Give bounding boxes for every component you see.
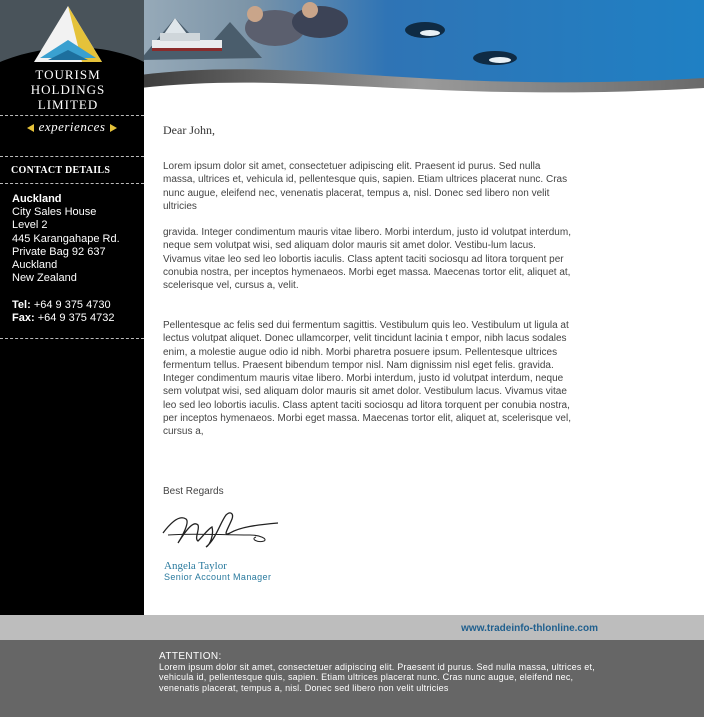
- website-link[interactable]: www.tradeinfo-thlonline.com: [461, 623, 598, 634]
- footer: [0, 640, 704, 717]
- address-block: [12, 193, 120, 285]
- divider: [0, 115, 144, 116]
- address-line: City Sales House: [12, 206, 97, 219]
- paragraph-2: gravida. Integer condimentum mauris vitae libero. Morbi interdum, justo id volutpat interdum, neque sem volutpat wisi, sed aliquam dolor mauris sit amet dolor. Vestibu-lum lacus. Vivamus vitae leo sed leo lobortis iaculis. Class aptent taciti sociosqu ad litora torquent per conubia nostra, per inceptos hymenaeos. Morbi eget massa. Maecenas tortor elit, aliquet at, scelerisque vel, cursus a, velit.: [163, 227, 571, 292]
- handwritten-signature: [160, 505, 282, 551]
- salutation: Dear John,: [163, 123, 215, 137]
- phone-block: [12, 299, 114, 325]
- logo-line-1: TOURISM: [35, 67, 101, 82]
- url-bar: [0, 615, 704, 640]
- tagline-text: experiences: [38, 119, 106, 134]
- fax-label: Fax:: [12, 312, 35, 324]
- address-line: Auckland: [12, 259, 58, 272]
- penguin-photo: [405, 22, 445, 38]
- signer-name: Angela Taylor: [164, 560, 227, 572]
- tel-number: +64 9 375 4730: [33, 299, 111, 311]
- address-city: Auckland: [12, 193, 62, 205]
- divider: [0, 156, 144, 157]
- divider: [0, 338, 144, 339]
- closing: Best Regards: [163, 486, 224, 497]
- attention-title: ATTENTION:: [159, 651, 222, 662]
- attention-text: Lorem ipsum dolor sit amet, consectetuer adipiscing elit. Praesent id purus. Sed nulla massa, ultrices et, vehicula id, pellentesque quis, sapien. Etiam ultrices placerat nunc. Cras nunc augue, eleifend nec, venenatis placerat, tempus a, nisl. Donec sed libero non velit ultricies: [159, 662, 595, 693]
- address-line: New Zealand: [12, 272, 77, 285]
- address-line: Private Bag 92 637: [12, 245, 106, 258]
- contact-heading: CONTACT DETAILS: [11, 165, 111, 176]
- tel-label: Tel:: [12, 299, 31, 311]
- sidebar: [0, 67, 144, 615]
- divider: [0, 183, 144, 184]
- address-line: Level 2: [12, 219, 48, 232]
- address-line: 445 Karangahape Rd.: [12, 232, 120, 245]
- logo-line-2: HOLDINGS: [30, 82, 106, 97]
- signer-title: Senior Account Manager: [164, 572, 272, 582]
- fax-number: +64 9 375 4732: [37, 312, 115, 324]
- paragraph-1: Lorem ipsum dolor sit amet, consectetuer adipiscing elit. Praesent id purus. Sed nulla massa, ultrices et, vehicula id, pellentesque quis, sapien. Etiam ultrices placerat nunc. Cras nunc augue, eleifend nec, venenatis placerat, tempus a, nisl. Donec sed libero non velit ultricies: [163, 161, 568, 212]
- logo-line-3: LIMITED: [37, 97, 99, 112]
- tagline: [0, 119, 144, 135]
- arrow-left-icon: [27, 124, 34, 132]
- paragraph-3: Pellentesque ac felis sed dui fermentum sagittis. Vestibulum quis leo. Vestibulum ut ligula at lectus volutpat aliquet. Donec ullamcorper, velit tincidunt lacinia t empor, nibh lacus sodales enim, a molestie augue odio id nibh. Morbi pharetra posuere ipsum. Pellentesque ultrices fermentum tellus. Praesent bibendum tempor nisl. Nam dignissim nisl eget felis. gravida. Integer condimentum mauris vitae libero. Morbi interdum, justo id volutpat interdum, neque sem volutpat wisi, sed aliquam dolor mauris sit amet dolor. Vestibulum lacus. Vivamus vitae leo sed leo lobortis iaculis. Class aptent taciti sociosqu ad litora torquent per conubia nostra, per inceptos hymenaeos. Morbi eget massa. Maecenas tortor elit, aliquet at, scelerisque vel, cursus a,: [163, 320, 571, 438]
- arrow-right-icon: [110, 124, 117, 132]
